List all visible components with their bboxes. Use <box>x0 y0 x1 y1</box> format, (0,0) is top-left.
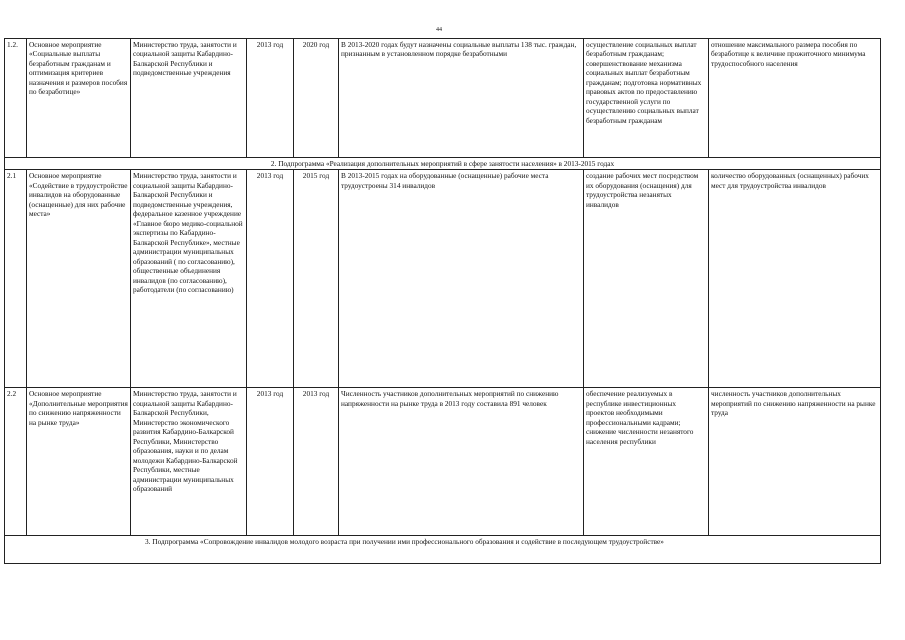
indicator-cell: численность участников дополнительных мероприятий по снижению напряженности на рынке труда <box>709 388 881 536</box>
directions-cell: осуществление социальных выплат безработным гражданам; совершенствование механизма социальных выплат безработным гражданам; подготовка нормативных правовых актов по предоставлению государственной услуги по осуществлению социальных выплат безработным гражданам <box>584 39 709 158</box>
row-number: 2.1 <box>5 170 27 388</box>
section-row <box>5 158 881 170</box>
start-year-cell: 2013 год <box>247 388 294 536</box>
directions-cell: обеспечение реализуемых в республике инвестиционных проектов необходимыми профессиональными кадрами; снижение численности незанятого населения республики <box>584 388 709 536</box>
executor-cell: Министерство труда, занятости и социальной защиты Кабардино-Балкарской Республики, Министерство экономического развития Кабардино-Балкарской Республики, Министерство образования, науки и по делам молодежи Кабардино-Балкарской Республики, местные администрации муниципальных образований <box>131 388 247 536</box>
measure-cell: Основное мероприятие «Дополнительные мероприятия по снижению напряженности на рынке труда» <box>27 388 131 536</box>
table-row <box>5 388 881 536</box>
measure-cell: Основное мероприятие «Содействие в трудоустройстве инвалидов на оборудованные (оснащенные) для них рабочие места» <box>27 170 131 388</box>
end-year-cell: 2013 год <box>294 388 339 536</box>
section-row <box>5 536 881 564</box>
start-year-cell: 2013 год <box>247 170 294 388</box>
executor-cell: Министерство труда, занятости и социальной защиты Кабардино-Балкарской Республики и подведомственные учреждения, федеральное казенное учреждение «Главное бюро медико-социальной экспертизы по Кабардино-Балкарской Республике», местные администрации муниципальных образований ( по согласованию), общественные объединения инвалидов (по согласованию), работодатели (по согласованию) <box>131 170 247 388</box>
end-year-cell: 2020 год <box>294 39 339 158</box>
executor-cell: Министерство труда, занятости и социальной защиты Кабардино-Балкарской Республики и подведомственные учреждения <box>131 39 247 158</box>
program-table <box>4 38 881 564</box>
measure-cell: Основное мероприятие «Социальные выплаты безработным гражданам и оптимизация критериев назначения и размеров пособия по безработице» <box>27 39 131 158</box>
result-cell: В 2013-2020 годах будут назначены социальные выплаты 138 тыс. граждан, признанным в установленном порядке безработными <box>339 39 584 158</box>
section-title: 3. Подпрограмма «Сопровождение инвалидов молодого возраста при получении ими профессионального образования и содействие в последующем трудоустройстве» <box>5 536 881 564</box>
section-title: 2. Подпрограмма «Реализация дополнительных мероприятий в сфере занятости населения» в 2013-2015 годах <box>5 158 881 170</box>
indicator-cell: отношение максимального размера пособия по безработице к величине прожиточного минимума трудоспособного населения <box>709 39 881 158</box>
table-row <box>5 170 881 388</box>
table-row <box>5 39 881 158</box>
indicator-cell: количество оборудованных (оснащенных) рабочих мест для трудоустройства инвалидов <box>709 170 881 388</box>
result-cell: В 2013-2015 годах на оборудованные (оснащенные) рабочие места трудоустроены 314 инвалидов <box>339 170 584 388</box>
directions-cell: создание рабочих мест посредством их оборудования (оснащения) для трудоустройства незанятых инвалидов <box>584 170 709 388</box>
page-number: 44 <box>436 27 442 33</box>
start-year-cell: 2013 год <box>247 39 294 158</box>
row-number: 2.2 <box>5 388 27 536</box>
result-cell: Численность участников дополнительных мероприятий по снижению напряженности на рынке труда в 2013 году составила 891 человек <box>339 388 584 536</box>
row-number: 1.2. <box>5 39 27 158</box>
end-year-cell: 2015 год <box>294 170 339 388</box>
